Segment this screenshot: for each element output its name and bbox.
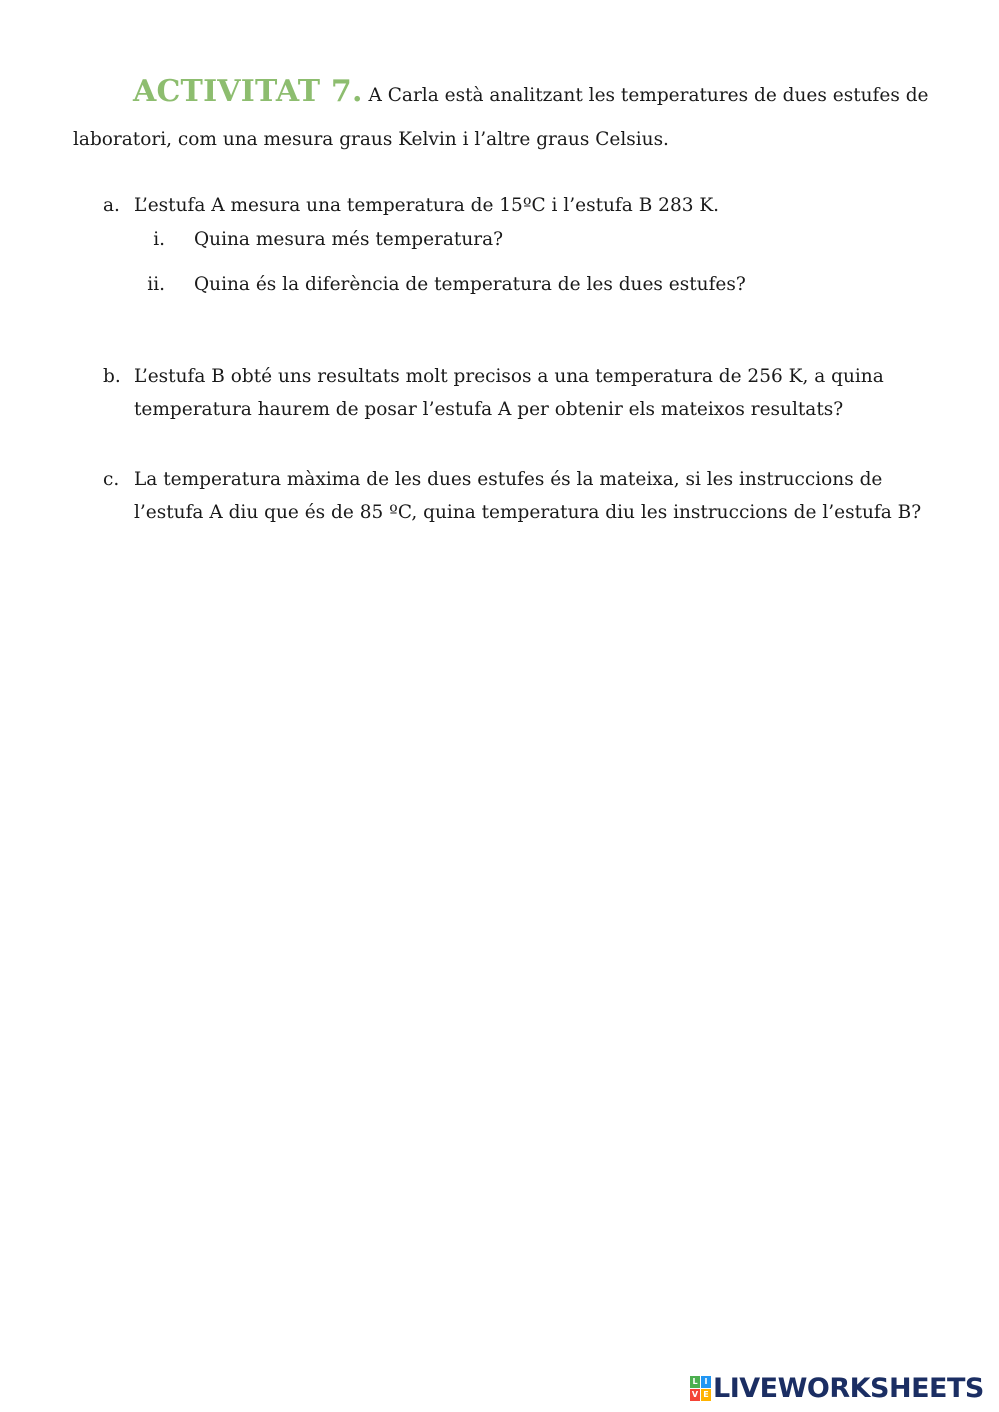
question-text: L’estufa A mesura una temperatura de 15ºC i l’estufa B 283 K. — [134, 195, 720, 216]
sub-question-text: Quina mesura més temperatura? — [194, 229, 504, 250]
intro-line-1: A Carla està analitzant les temperatures de dues estufes de — [368, 85, 929, 106]
liveworksheets-logo — [690, 1372, 984, 1404]
question-c — [103, 463, 923, 529]
intro-line-2: laboratori, com una mesura graus Kelvin i l’altre graus Celsius. — [73, 129, 669, 150]
logo-text: LIVEWORKSHEETS — [713, 1372, 984, 1404]
question-text: L’estufa B obté uns resultats molt precisos a una temperatura de 256 K, a quina temperatura haurem de posar l’estufa A per obtenir els mateixos resultats? — [134, 366, 884, 420]
sub-question-text: Quina és la diferència de temperatura de les dues estufes? — [194, 274, 746, 295]
sub-question-marker: ii. — [147, 274, 165, 295]
question-a-i — [145, 223, 905, 256]
question-a — [103, 189, 923, 222]
question-marker: a. — [103, 195, 120, 216]
activity-intro — [73, 70, 933, 162]
question-marker: c. — [103, 469, 120, 490]
activity-title: ACTIVITAT 7. — [133, 74, 363, 109]
logo-icon-cell: I — [701, 1376, 711, 1388]
logo-icon-cell: V — [691, 1390, 699, 1399]
logo-icon-cell: E — [701, 1389, 711, 1401]
question-marker: b. — [103, 366, 121, 387]
live-cube-icon — [690, 1376, 710, 1400]
logo-icon-cell: L — [690, 1376, 700, 1388]
question-text: La temperatura màxima de les dues estufes és la mateixa, si les instruccions de l’estufa A diu que és de 85 ºC, quina temperatura diu les instruccions de l’estufa B? — [134, 469, 922, 523]
question-b — [103, 360, 923, 426]
sub-question-marker: i. — [153, 229, 165, 250]
question-a-ii — [145, 268, 905, 301]
